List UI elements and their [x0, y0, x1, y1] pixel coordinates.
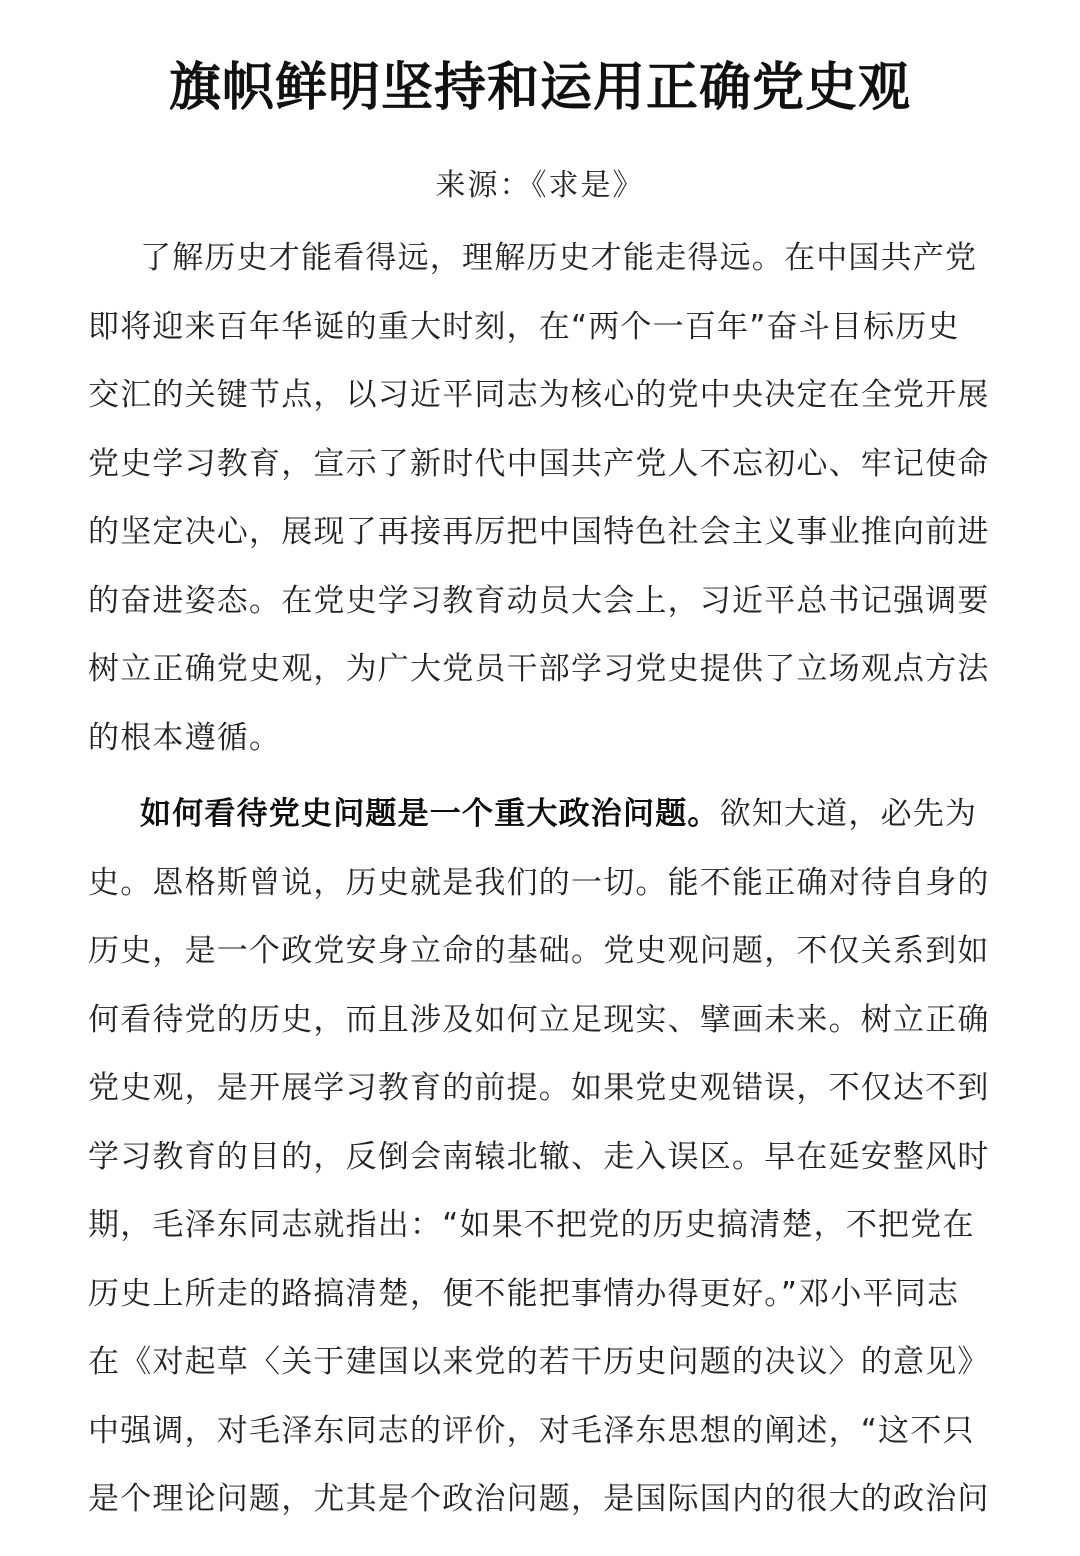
- paragraph-line: 史。恩格斯曾说，历史就是我们的一切。能不能正确对待自身的: [88, 864, 990, 901]
- paragraph-line: 的根本遵循。: [88, 719, 282, 756]
- paragraph-line: 期，毛泽东同志就指出：“如果不把党的历史搞清楚，不把党在: [88, 1207, 975, 1243]
- paragraph-line: 的奋进姿态。在党史学习教育动员大会上，习近平总书记强调要: [88, 582, 990, 619]
- paragraph-line-rest: 欲知大道，必先为: [719, 796, 978, 832]
- paragraph-2: [88, 780, 994, 1534]
- paragraph-line: 何看待党的历史，而且涉及如何立足现实、擘画未来。树立正确: [88, 1001, 990, 1038]
- paragraph-line: 党史观，是开展学习教育的前提。如果党史观错误，不仅达不到: [88, 1070, 990, 1106]
- paragraph-line: 的坚定决心，展现了再接再厉把中国特色社会主义事业推向前进: [88, 514, 990, 550]
- paragraph-line: 中强调，对毛泽东同志的评价，对毛泽东思想的阐述，“这不只: [88, 1412, 975, 1449]
- paragraph-line: 历史，是一个政党安身立命的基础。党史观问题，不仅关系到如: [88, 933, 990, 969]
- paragraph-line: [88, 780, 994, 849]
- paragraph-line: 党史学习教育，宣示了新时代中国共产党人不忘初心、牢记使命: [88, 445, 990, 482]
- paragraph-line: 在《对起草〈关于建国以来党的若干历史问题的决议〉的意见》: [88, 1344, 990, 1380]
- page-title: 旗帜鲜明坚持和运用正确党史观: [168, 57, 911, 118]
- paragraph-1: [88, 224, 994, 772]
- paragraph-line: 学习教育的目的，反倒会南辕北辙、走入误区。早在延安整风时: [88, 1138, 990, 1175]
- paragraph-line: 了解历史才能看得远，理解历史才能走得远。在中国共产党: [140, 240, 978, 276]
- paragraph-line: 交汇的关键节点，以习近平同志为核心的党中央决定在全党开展: [88, 377, 990, 413]
- paragraph-line: 是个理论问题，尤其是个政治问题，是国际国内的很大的政治问: [88, 1481, 990, 1517]
- paragraph-lead-sentence: 如何看待党史问题是一个重大政治问题。: [140, 796, 720, 832]
- paragraph-line: 即将迎来百年华诞的重大时刻，在“两个一百年”奋斗目标历史: [88, 308, 960, 345]
- paragraph-line: 历史上所走的路搞清楚，便不能把事情办得更好。”邓小平同志: [88, 1275, 960, 1312]
- source-line: 来源：《求是》: [435, 168, 645, 203]
- paragraph-line: 树立正确党史观，为广大党员干部学习党史提供了立场观点方法: [88, 651, 990, 687]
